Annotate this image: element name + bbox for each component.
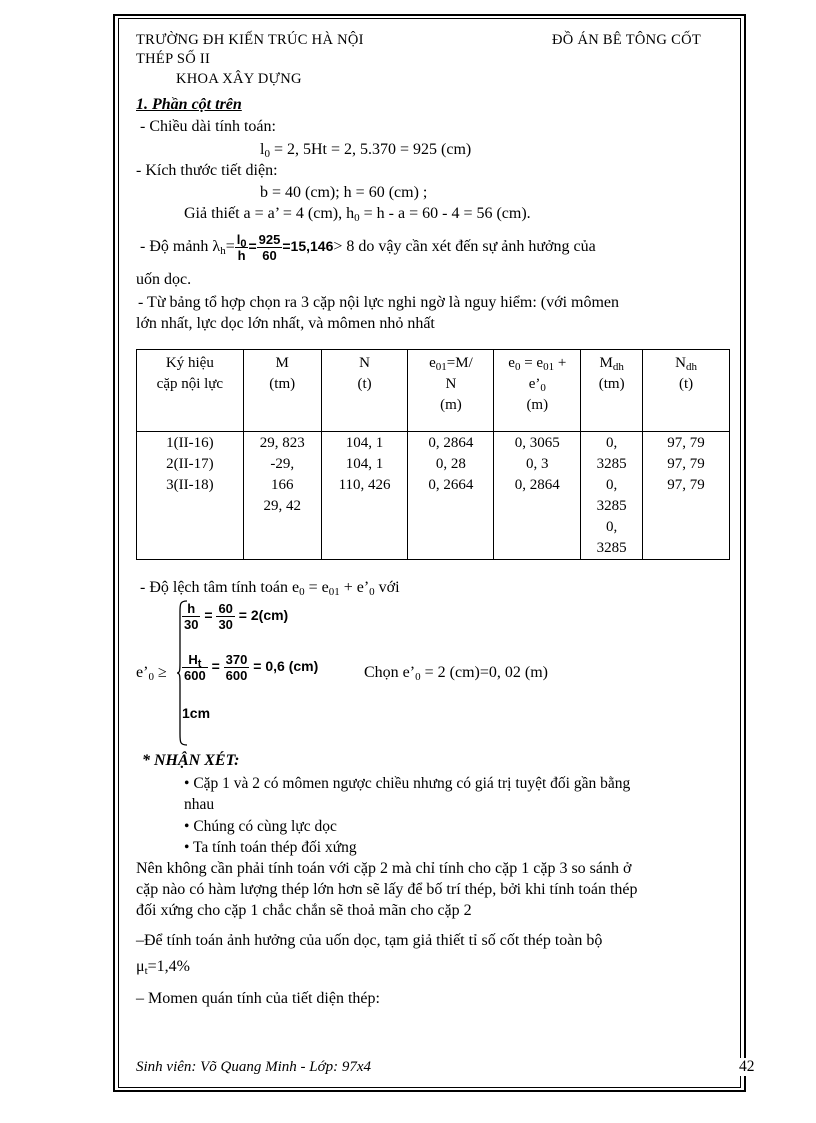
body-cell-e01: 0, 2864 0, 28 0, 2664 [408, 432, 494, 560]
section-size-assume: Giả thiết a = a’ = 4 (cm), $h_0 = h - a = 60 - 4 = 56$ (cm). [184, 205, 531, 224]
remark-paragraph-1: Nên không cần phải tính toán với cặp 2 mà chỉ tính cho cặp 1 cặp 3 so sánh ở [136, 860, 632, 877]
slenderness-result: 15,146 [290, 238, 334, 254]
body-cell-mdh: 0, 3285 0, 3285 0, 3285 [581, 432, 643, 560]
table-body-row [137, 432, 730, 560]
remark-bullet-1: • Cặp 1 và 2 có mômen ngược chiều nhưng có giá trị tuyệt đối gần bằng [184, 775, 631, 792]
footer-student: Sinh viên: Võ Quang Minh - Lớp: 97x4 [136, 1059, 372, 1075]
assumption-line3: – Momen quán tính của tiết diện thép: [136, 990, 380, 1007]
bullet-icon: • [184, 839, 190, 856]
slenderness-fraction-2: $\frac{925}{60}$ [258, 231, 281, 263]
header-cell-e0: $e_0 = e_{01}$ + $e’_0$ (m) [494, 350, 581, 432]
header-project: ĐỒ ÁN BÊ TÔNG CỐT [552, 32, 702, 48]
section-size-dims: b = 40 (cm); h = 60 (cm) ; [260, 184, 428, 201]
body-cell-n: 104, 1 104, 1 110, 426 [321, 432, 408, 560]
combo-intro-line1: - Từ bảng tổ hợp chọn ra 3 cặp nội lực nghi ngờ là nguy hiểm: (với mômen [138, 294, 620, 311]
assumption-mu: $\mu_t=1,4\%$ [136, 958, 190, 977]
eccentricity-row-1: $\frac{h}{30}$ = $\frac{60}{30}$ = 2(cm) [184, 601, 289, 632]
slenderness-line: - Độ mảnh $\lambda_h=$ $\frac{l_0}{h}$ = $\frac{925}{60}$ =15,146> 8 do vậy cần xét đến sự ảnh hưởng của [140, 231, 596, 263]
header-cell-e01: $e_{01}=M/$ N (m) [408, 350, 494, 432]
bullet-icon: • [184, 818, 190, 835]
eccentricity-label: - Độ lệch tâm tính toán $e_0 = e_{01}$ + $e’_0$ với [140, 579, 400, 598]
table-header-row [137, 350, 730, 432]
slenderness-cont: uốn dọc. [136, 271, 192, 288]
header-cell-n: N (t) [321, 350, 408, 432]
body-cell-ndh: 97, 79 97, 79 97, 79 [643, 432, 730, 560]
internal-force-table [136, 349, 730, 560]
header-cell-m: M (tm) [243, 350, 321, 432]
remark-paragraph-2: cặp nào có hàm lượng thép lớn hơn sẽ lấy để bố trí thép, bởi khi tính toán thép [136, 881, 638, 898]
header-faculty: KHOA XÂY DỰNG [176, 71, 302, 87]
calc-length-label: - Chiều dài tính toán: [140, 118, 276, 135]
bullet-icon: • [184, 775, 190, 792]
header-project-cont: THÉP SỐ II [136, 51, 211, 67]
remarks-title: * NHẬN XÉT: [142, 752, 240, 769]
calc-length-formula: $l_0 = 2$, 5Ht = 2, 5.370 = 925 (cm) [260, 141, 472, 160]
combo-intro-line2: lớn nhất, lực dọc lớn nhất, và mômen nhỏ nhất [136, 315, 435, 332]
ecc-fraction-370-600: $\frac{370}{600}$ [225, 652, 248, 683]
section-title: 1. Phần cột trên [136, 96, 242, 113]
ecc-fraction-ht-600: $\frac{H_t}{600}$ [184, 652, 206, 683]
ecc-fraction-h-30: $\frac{h}{30}$ [184, 601, 199, 632]
body-cell-m: 29, 823 -29, 166 29, 42 [243, 432, 321, 560]
header-cell-mdh: $M_{dh}$ (tm) [581, 350, 643, 432]
eccentricity-row-3: 1cm [182, 705, 211, 721]
eccentricity-choose: Chọn $e’_0 = 2$ (cm)=0, 02 (m) [364, 664, 548, 683]
body-cell-e0: 0, 3065 0, 3 0, 2864 [494, 432, 581, 560]
remark-bullet-3: • Ta tính toán thép đối xứng [184, 839, 357, 856]
section-size-label: - Kích thước tiết diện: [136, 162, 278, 179]
eccentricity-row-2: $\frac{H_t}{600}$ = $\frac{370}{600}$ = 0,6 (cm) [184, 652, 319, 683]
header-cell-pair: Ký hiệu cặp nội lực [137, 350, 244, 432]
page-number: 42 [739, 1058, 755, 1075]
assumption-line1: –Để tính toán ảnh hưởng của uốn dọc, tạm giả thiết tỉ số cốt thép toàn bộ [136, 932, 603, 949]
header-school: TRƯỜNG ĐH KIẾN TRÚC HÀ NỘI [136, 32, 364, 48]
slenderness-fraction-1: $\frac{l_0}{h}$ [236, 231, 247, 263]
body-cell-pair: 1(II-16) 2(II-17) 3(II-18) [137, 432, 244, 560]
ecc-fraction-60-30: $\frac{60}{30}$ [218, 601, 233, 632]
header-cell-ndh: $N_{dh}$ (t) [643, 350, 730, 432]
remark-bullet-1-cont: nhau [184, 796, 215, 813]
remark-bullet-2: • Chúng có cùng lực dọc [184, 818, 337, 835]
eccentricity-lhs: $e’_0$ ≥ [136, 664, 167, 683]
remark-paragraph-3: đối xứng cho cặp 1 chắc chắn sẽ thoả mãn cho cặp 2 [136, 902, 472, 919]
